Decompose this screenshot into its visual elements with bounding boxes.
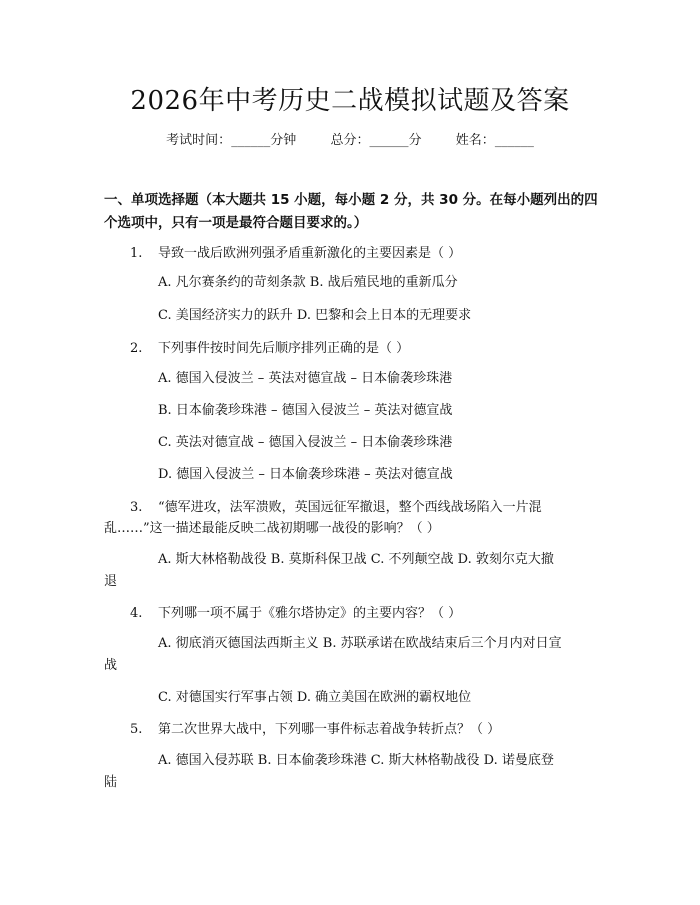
question-options: C. 美国经济实力的跃升 D. 巴黎和会上日本的无理要求 — [158, 308, 472, 323]
time-blank: ______ — [231, 133, 271, 148]
question-text: 下列哪一项不属于《雅尔塔协定》的主要内容？（ ） — [158, 606, 462, 621]
question-text-continued: 乱……”这一描述最能反映二战初期哪一战役的影响？（ ） — [104, 521, 440, 536]
question-stem — [130, 497, 542, 519]
question-options: C. 英法对德宣战 – 德国入侵波兰 – 日本偷袭珍珠港 — [158, 435, 453, 450]
time-label: 考试时间： — [166, 133, 232, 148]
question-text: 导致一战后欧洲列强矛盾重新激化的主要因素是（ ） — [158, 246, 462, 261]
section-heading — [104, 189, 604, 235]
question-options-continued: 战 — [104, 658, 118, 673]
section-heading-line: 一、单项选择题（本大题共 15 小题，每小题 2 分，共 30 分。在每小题列出的四 — [104, 192, 598, 208]
question-number: 1. — [130, 246, 143, 261]
name-label: 姓名： — [455, 133, 495, 148]
section-heading-line: 个选项中，只有一项是最符合题目要求的。） — [104, 215, 368, 231]
question-options-continued: 退 — [104, 574, 118, 589]
score-unit: 分 — [408, 133, 422, 148]
question-number: 3. — [130, 500, 143, 515]
page-title: 2026年中考历史二战模拟试题及答案 — [130, 86, 570, 116]
question-text: 第二次世界大战中，下列哪一事件标志着战争转折点？（ ） — [158, 722, 501, 737]
question-options: A. 彻底消灭德国法西斯主义 B. 苏联承诺在欧战结束后三个月内对日宣 — [158, 636, 562, 651]
score-blank: ______ — [369, 133, 409, 148]
question-options: A. 斯大林格勒战役 B. 莫斯科保卫战 C. 不列颠空战 D. 敦刻尔克大撤 — [158, 552, 554, 567]
time-unit: 分钟 — [270, 133, 297, 148]
question-number: 4. — [130, 606, 143, 621]
question-stem — [130, 243, 461, 265]
question-number: 5. — [130, 722, 143, 737]
question-options: A. 德国入侵苏联 B. 日本偷袭珍珠港 C. 斯大林格勒战役 D. 诺曼底登 — [158, 753, 554, 768]
question-text: 下列事件按时间先后顺序排列正确的是（ ） — [158, 341, 410, 356]
question-number: 2. — [130, 341, 143, 356]
question-options: C. 对德国实行军事占领 D. 确立美国在欧洲的霸权地位 — [158, 690, 472, 705]
question-options: A. 凡尔赛条约的苛刻条款 B. 战后殖民地的重新瓜分 — [158, 275, 458, 290]
score-label: 总分： — [330, 133, 370, 148]
exam-info-row — [0, 131, 700, 151]
question-text: “德军进攻，法军溃败，英国远征军撤退，整个西线战场陷入一片混 — [158, 500, 542, 515]
question-options: D. 德国入侵波兰 – 日本偷袭珍珠港 – 英法对德宣战 — [158, 467, 453, 482]
question-stem — [130, 603, 461, 625]
question-stem — [130, 338, 409, 360]
question-options: A. 德国入侵波兰 – 英法对德宣战 – 日本偷袭珍珠港 — [158, 371, 453, 386]
question-stem — [130, 719, 500, 741]
name-blank: ______ — [494, 133, 534, 148]
question-options-continued: 陆 — [104, 775, 118, 790]
question-options: B. 日本偷袭珍珠港 – 德国入侵波兰 – 英法对德宣战 — [158, 403, 453, 418]
